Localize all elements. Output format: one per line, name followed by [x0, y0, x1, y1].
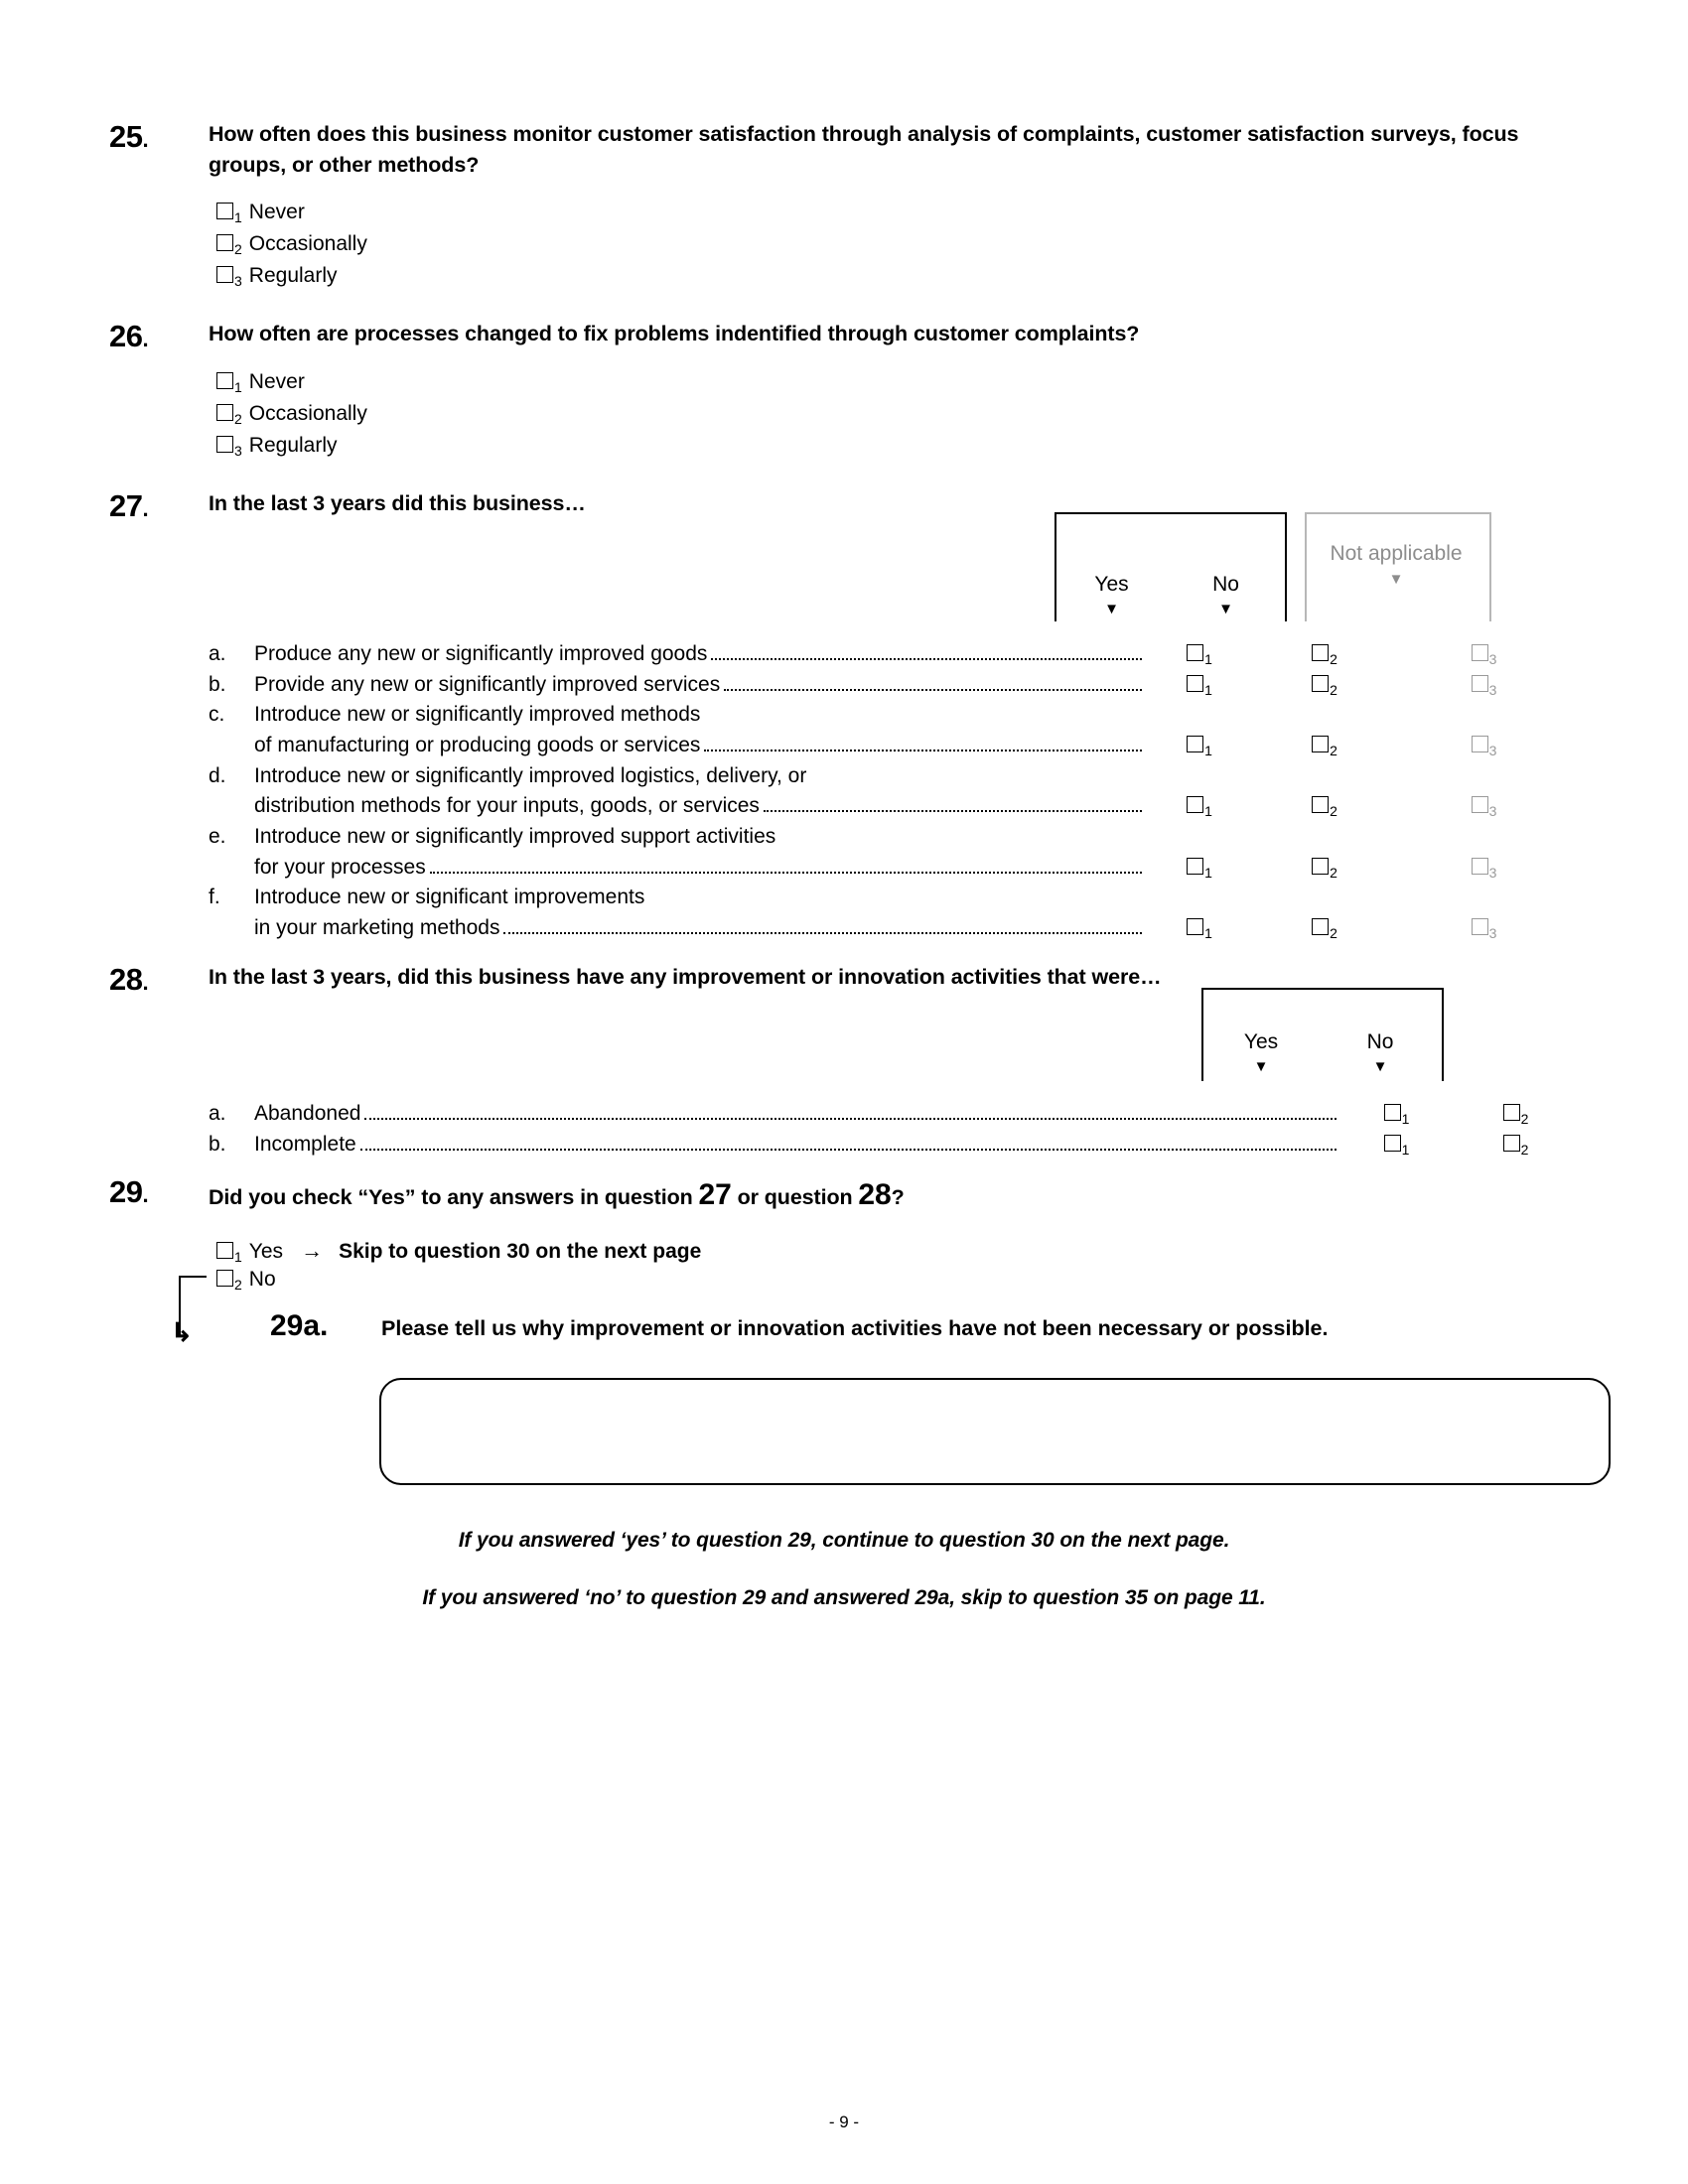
option-number: 3 [1488, 651, 1497, 668]
option-number: 2 [234, 241, 242, 258]
checkbox-icon[interactable] [1384, 1135, 1401, 1152]
cell-no[interactable] [1260, 670, 1396, 701]
option-label: No [248, 1268, 276, 1292]
option-label: Never [248, 369, 305, 393]
option-number: 1 [1204, 803, 1212, 820]
question-reference-27: 27 [698, 1177, 732, 1211]
table-row-line1 [209, 761, 1579, 792]
cell-not-applicable[interactable] [1396, 791, 1579, 822]
arrow-right-icon: ↳ [171, 1317, 193, 1348]
table-row [209, 1099, 1579, 1130]
option-number: 1 [234, 378, 242, 395]
checkbox-icon[interactable] [1312, 858, 1329, 875]
question-29-number: 29. [109, 1173, 149, 1209]
dot-leader [724, 688, 1142, 691]
option-occasionally[interactable] [216, 229, 1579, 259]
option-number: 1 [1204, 651, 1212, 668]
question-26-text: How often are processes changed to fix problems indentified through customer complaints? [209, 322, 1140, 346]
question-28-text: In the last 3 years, did this business have any improvement or innovation activities that were… [209, 964, 1162, 989]
table-row [209, 639, 1579, 670]
cell-yes[interactable] [1146, 670, 1260, 701]
checkbox-icon[interactable] [1312, 796, 1329, 813]
question-29a [270, 1309, 1579, 1344]
cell-not-applicable[interactable] [1396, 639, 1579, 670]
triangle-down-icon: ▼ [1218, 601, 1233, 618]
question-25 [109, 119, 1579, 291]
cell-yes[interactable] [1146, 639, 1260, 670]
checkbox-icon[interactable] [1312, 644, 1329, 661]
question-27-text: In the last 3 years did this business… [209, 490, 586, 515]
question-29-text [209, 1174, 1579, 1217]
cell-no[interactable] [1260, 731, 1396, 761]
checkbox-icon[interactable] [1503, 1104, 1520, 1121]
triangle-down-icon: ▼ [1104, 601, 1119, 618]
question-27-rows [209, 522, 1579, 944]
option-number: 3 [1488, 925, 1497, 942]
checkbox-icon[interactable] [216, 234, 233, 251]
dot-leader [360, 1148, 1336, 1151]
table-row [209, 731, 1579, 761]
column-label: Not applicable [1330, 542, 1463, 566]
option-regularly[interactable] [216, 261, 1579, 291]
option-label: Regularly [248, 264, 338, 288]
question-28-rows [209, 996, 1579, 1160]
option-label: Yes [248, 1240, 284, 1264]
option-number: 3 [1488, 864, 1497, 881]
checkbox-icon[interactable] [1472, 675, 1488, 692]
column-label: Yes [1243, 1030, 1279, 1054]
cell-no[interactable] [1260, 791, 1396, 822]
question-26-options [216, 367, 1579, 461]
cell-yes[interactable] [1146, 853, 1260, 884]
table-row-line1 [209, 700, 1579, 731]
checkbox-icon[interactable] [1312, 736, 1329, 752]
row-letter: b. [209, 672, 226, 696]
row-letter: f. [209, 886, 220, 909]
option-number: 3 [1488, 743, 1497, 759]
checkbox-icon[interactable] [1187, 796, 1203, 813]
checkbox-icon[interactable] [1187, 675, 1203, 692]
question-27 [109, 488, 1579, 944]
checkbox-icon[interactable] [216, 436, 233, 453]
option-number: 2 [234, 1277, 242, 1294]
column-label: No [1212, 573, 1239, 597]
question-29a-number: 29a. [270, 1309, 329, 1343]
checkbox-icon[interactable] [1187, 918, 1203, 935]
option-number: 2 [1330, 864, 1337, 881]
option-number: 3 [234, 442, 242, 459]
question-28-grid [209, 996, 1579, 1160]
row-letter: a. [209, 1102, 226, 1126]
checkbox-icon[interactable] [1472, 918, 1488, 935]
question-25-number: 25. [109, 119, 149, 154]
row-text: Introduce new or significantly improved logistics, delivery, or [254, 763, 807, 787]
row-text: Abandoned [254, 1102, 361, 1126]
option-number: 3 [1488, 803, 1497, 820]
question-29a-text: Please tell us why improvement or innovation activities have not been necessary or possible. [381, 1316, 1329, 1341]
option-never[interactable] [216, 367, 1579, 397]
row-text: Provide any new or significantly improved services [254, 672, 721, 696]
option-number: 2 [1330, 743, 1337, 759]
question-29-text-part1: Did you check “Yes” to any answers in question [209, 1184, 699, 1209]
row-text: Introduce new or significantly improved methods [254, 703, 701, 727]
checkbox-icon[interactable] [1472, 858, 1488, 875]
checkbox-icon[interactable] [216, 1270, 233, 1287]
column-label: No [1366, 1030, 1394, 1054]
checkbox-icon[interactable] [216, 404, 233, 421]
option-number: 3 [1488, 681, 1497, 698]
cell-not-applicable[interactable] [1396, 913, 1579, 944]
option-label: Regularly [248, 433, 338, 457]
cell-not-applicable[interactable] [1396, 731, 1579, 761]
checkbox-icon[interactable] [1384, 1104, 1401, 1121]
checkbox-icon[interactable] [1312, 675, 1329, 692]
option-number: 3 [234, 273, 242, 290]
dot-leader [430, 871, 1142, 874]
cell-no[interactable] [1460, 1130, 1579, 1160]
checkbox-icon[interactable] [1187, 644, 1203, 661]
option-number: 1 [234, 1249, 242, 1266]
option-number: 2 [1330, 651, 1337, 668]
table-row-line1 [209, 883, 1579, 913]
cell-yes[interactable] [1340, 1099, 1460, 1130]
table-row [209, 791, 1579, 822]
cell-not-applicable[interactable] [1396, 853, 1579, 884]
triangle-down-icon: ▼ [1372, 1058, 1388, 1076]
option-number: 2 [1330, 681, 1337, 698]
page-number: - 9 - [828, 2113, 860, 2131]
cell-yes[interactable] [1340, 1130, 1460, 1160]
dot-leader [711, 657, 1142, 660]
triangle-down-icon: ▼ [1388, 571, 1404, 589]
option-number: 1 [1204, 925, 1212, 942]
option-never[interactable] [216, 198, 1579, 227]
checkbox-icon[interactable] [1503, 1135, 1520, 1152]
checkbox-icon[interactable] [1472, 736, 1488, 752]
option-label: Never [248, 201, 305, 224]
option-yes-skip[interactable] [216, 1238, 1579, 1264]
cell-no[interactable] [1260, 639, 1396, 670]
table-row [209, 853, 1579, 884]
row-letter: d. [209, 763, 226, 787]
question-29-text-part2: or question [731, 1184, 859, 1209]
row-text: Incomplete [254, 1132, 356, 1156]
option-number: 1 [234, 209, 242, 226]
skip-instruction: Skip to question 30 on the next page [339, 1240, 702, 1264]
page-content [109, 119, 1579, 1610]
cell-no[interactable] [1260, 853, 1396, 884]
question-25-text: How often does this business monitor customer satisfaction through analysis of complaints, customer satisfaction surveys, focus groups, or other methods? [209, 122, 1519, 177]
option-number: 2 [1330, 803, 1337, 820]
option-number: 1 [1401, 1141, 1410, 1158]
row-text-continued: in your marketing methods [254, 916, 500, 940]
question-29 [109, 1174, 1579, 1485]
column-label: Yes [1094, 573, 1129, 597]
row-letter: b. [209, 1132, 226, 1156]
row-letter: e. [209, 825, 226, 849]
option-number: 1 [1204, 681, 1212, 698]
cell-yes[interactable] [1146, 913, 1260, 944]
note-yes: If you answered ‘yes’ to question 29, continue to question 30 on the next page. [458, 1528, 1230, 1552]
option-number: 1 [1401, 1111, 1410, 1128]
row-text: Introduce new or significant improvements [254, 886, 645, 909]
option-no[interactable] [216, 1268, 1579, 1292]
checkbox-icon[interactable] [1187, 858, 1203, 875]
option-number: 2 [1330, 925, 1337, 942]
checkbox-icon[interactable] [1312, 918, 1329, 935]
cell-no[interactable] [1260, 913, 1396, 944]
question-28-number: 28. [109, 961, 149, 997]
checkbox-icon[interactable] [216, 1242, 233, 1259]
cell-yes[interactable] [1146, 731, 1260, 761]
question-26 [109, 319, 1579, 461]
option-label: Occasionally [248, 232, 367, 256]
checkbox-icon[interactable] [216, 266, 233, 283]
question-28 [109, 962, 1579, 1160]
option-number: 2 [234, 410, 242, 427]
checkbox-icon[interactable] [1187, 736, 1203, 752]
option-regularly[interactable] [216, 431, 1579, 461]
row-text: Introduce new or significantly improved support activities [254, 825, 776, 849]
table-row [209, 1130, 1579, 1160]
row-text-continued: distribution methods for your inputs, goods, or services [254, 794, 760, 818]
table-row [209, 670, 1579, 701]
answer-textbox[interactable] [379, 1378, 1611, 1485]
checkbox-icon[interactable] [216, 372, 233, 389]
question-26-number: 26. [109, 319, 149, 354]
option-number: 1 [1204, 743, 1212, 759]
arrow-right-icon: → [301, 1238, 324, 1264]
cell-no[interactable] [1460, 1099, 1579, 1130]
dot-leader [764, 809, 1142, 812]
question-reference-28: 28 [858, 1177, 892, 1211]
question-29-text-part3: ? [891, 1184, 905, 1209]
option-occasionally[interactable] [216, 399, 1579, 429]
dot-leader [503, 931, 1142, 934]
table-row [209, 913, 1579, 944]
checkbox-icon[interactable] [1472, 796, 1488, 813]
row-letter: a. [209, 642, 226, 666]
row-text-continued: of manufacturing or producing goods or services [254, 734, 701, 757]
checkbox-icon[interactable] [216, 203, 233, 219]
checkbox-icon[interactable] [1472, 644, 1488, 661]
triangle-down-icon: ▼ [1253, 1058, 1269, 1076]
row-text-continued: for your processes [254, 855, 426, 879]
question-25-options [216, 198, 1579, 291]
cell-yes[interactable] [1146, 791, 1260, 822]
table-row-line1 [209, 822, 1579, 853]
option-number: 1 [1204, 864, 1212, 881]
row-text: Produce any new or significantly improved goods [254, 642, 708, 666]
option-number: 2 [1520, 1111, 1529, 1128]
row-letter: c. [209, 703, 225, 727]
question-27-grid [209, 522, 1579, 944]
option-label: Occasionally [248, 401, 367, 425]
question-27-number: 27. [109, 487, 149, 523]
option-number: 2 [1520, 1141, 1529, 1158]
note-no: If you answered ‘no’ to question 29 and answered 29a, skip to question 35 on page 11. [422, 1585, 1266, 1609]
dot-leader [704, 749, 1142, 751]
dot-leader [364, 1117, 1336, 1120]
cell-not-applicable[interactable] [1396, 670, 1579, 701]
